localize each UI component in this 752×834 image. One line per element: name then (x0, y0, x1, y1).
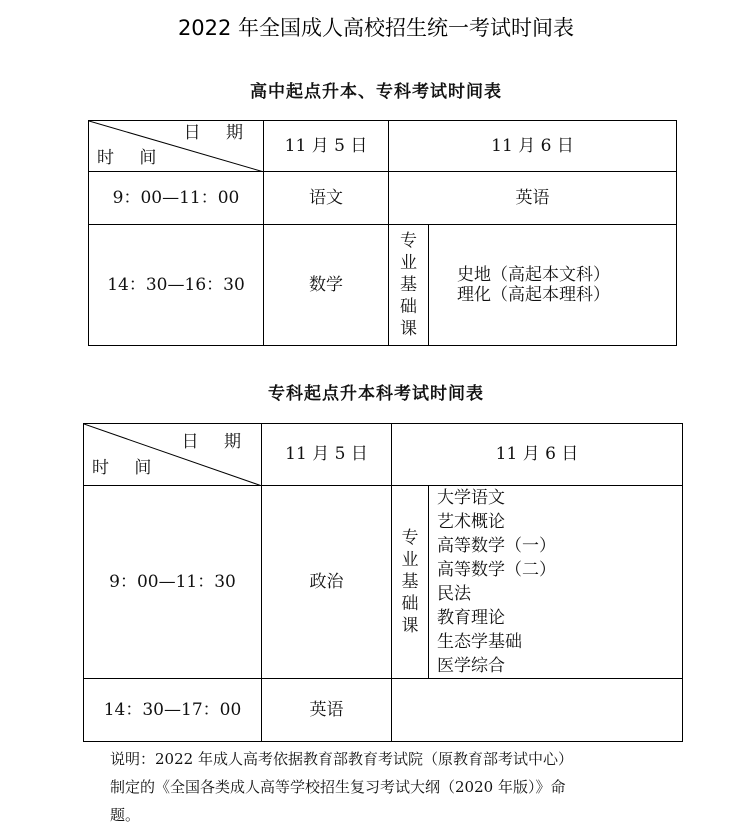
category-label: 专业基础课 (401, 527, 419, 637)
table1-schedule (88, 120, 677, 346)
table2-day2-header: 11 月 6 日 (392, 424, 683, 486)
subject-cell: 英语 (389, 172, 677, 225)
time-cell: 14：30—16：30 (89, 225, 264, 346)
footnote-line: 制定的《全国各类成人高等学校招生复习考试大纲（2020 年版）》命 (110, 778, 566, 796)
table2-corner-header (84, 424, 262, 486)
time-cell: 9：00—11：30 (84, 486, 262, 679)
list-item: 艺术概论 (437, 512, 505, 532)
time-cell: 14：30—17：00 (84, 679, 262, 742)
subject-list-cell (429, 486, 683, 679)
table2-title: 专科起点升本科考试时间表 (268, 384, 484, 404)
table-row (84, 486, 683, 679)
list-item: 医学综合 (437, 656, 505, 676)
footnote-line: 题。 (110, 806, 141, 824)
time-label: 时 间 (92, 457, 162, 478)
table2-schedule (83, 423, 683, 742)
list-item: 史地（高起本文科） (457, 264, 610, 285)
table1-title: 高中起点升本、专科考试时间表 (250, 82, 502, 102)
table1-day2-header: 11 月 6 日 (389, 121, 677, 172)
footnote (110, 745, 670, 829)
subject-cell: 英语 (262, 679, 392, 742)
list-item: 理化（高起本理科） (457, 285, 610, 305)
table-row (89, 225, 677, 346)
time-label: 时 间 (97, 147, 167, 168)
list-item: 生态学基础 (437, 632, 522, 652)
subject-list-cell (429, 225, 677, 346)
list-item: 高等数学（一） (437, 536, 556, 556)
table1-day1-header: 11 月 5 日 (264, 121, 389, 172)
subject-cell: 数学 (264, 225, 389, 346)
table2-day1-header: 11 月 5 日 (262, 424, 392, 486)
subject-cell: 语文 (264, 172, 389, 225)
list-item: 教育理论 (437, 608, 505, 628)
table1-corner-header (89, 121, 264, 172)
page-title: 2022 年全国成人高校招生统一考试时间表 (177, 16, 575, 40)
empty-cell (392, 679, 683, 742)
table-row (89, 172, 677, 225)
table1-header-row (89, 121, 677, 172)
time-cell: 9：00—11：00 (89, 172, 264, 225)
list-item: 高等数学（二） (437, 560, 556, 580)
list-item: 民法 (437, 584, 471, 604)
date-label: 日 期 (181, 432, 251, 452)
table-row (84, 679, 683, 742)
footnote-line: 说明：2022 年成人高考依据教育部教育考试院（原教育部考试中心） (110, 750, 573, 768)
subject-cell: 政治 (262, 486, 392, 679)
list-item: 大学语文 (437, 488, 505, 508)
category-cell (389, 225, 429, 346)
category-label: 专业基础课 (400, 230, 417, 340)
category-cell (392, 486, 429, 679)
table2-header-row (84, 424, 683, 486)
date-label: 日 期 (183, 123, 253, 143)
